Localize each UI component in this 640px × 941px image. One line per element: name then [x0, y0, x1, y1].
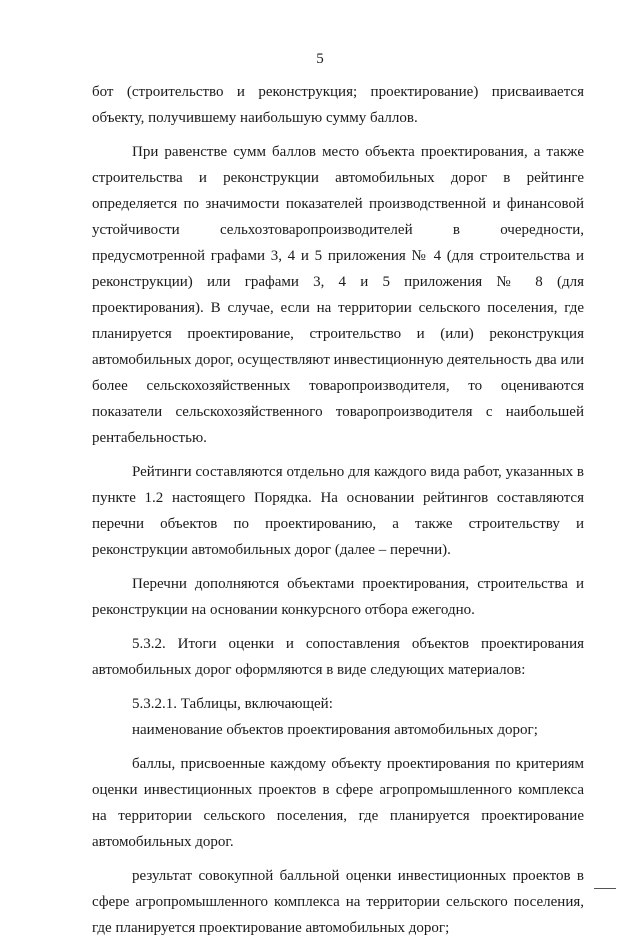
list-item-object-names: наименование объектов проектирования автомобильных дорог;: [132, 722, 538, 738]
paragraph-continuation: бот (строительство и реконструкция; проектирование) присваивается объекту, получившему наибольшую сумму баллов.: [92, 84, 584, 126]
footer-mark: [594, 888, 616, 889]
body-text: [92, 79, 584, 941]
list-item-total-result: результат совокупной балльной оценки инвестиционных проектов в сфере агропромышленного комплекса на территории сельского поселения, где планируется проектирование автомобильных дорог;: [92, 868, 584, 936]
list-item-points: баллы, присвоенные каждому объекту проектирования по критериям оценки инвестиционных проектов в сфере агропромышленного комплекса на территории сельского поселения, где планируется проектирование автомобильных дорог.: [92, 756, 584, 850]
paragraph-5-3-2: 5.3.2. Итоги оценки и сопоставления объектов проектирования автомобильных дорог оформляются в виде следующих материалов:: [92, 636, 584, 678]
paragraph-5-3-2-1: 5.3.2.1. Таблицы, включающей:: [132, 696, 333, 712]
paragraph-ranking-ties: При равенстве сумм баллов место объекта проектирования, а также строительства и реконструкции автомобильных дорог в рейтинге определяется по значимости показателей производственной и финансовой устойчивости сельхозтоваропроизводителей в очередности, предусмотренной графами 3, 4 и 5 приложения № 4 (для строительства и реконструкции) или графами 3, 4 и 5 приложения № 8 (для проектирования). В случае, если на территории сельского поселения, где планируется проектирование, строительство и (или) реконструкция автомобильных дорог, осуществляют инвестиционную деятельность два или более сельскохозяйственных товаропроизводителя, то оцениваются показатели сельскохозяйственного товаропроизводителя с наибольшей рентабельностью.: [92, 144, 584, 446]
paragraph-lists-supplement: Перечни дополняются объектами проектирования, строительства и реконструкции на основании конкурсного отбора ежегодно.: [92, 576, 584, 618]
page-number: 5: [316, 51, 324, 67]
paragraph-ratings: Рейтинги составляются отдельно для каждого вида работ, указанных в пункте 1.2 настоящего Порядка. На основании рейтингов составляются перечни объектов по проектированию, а также строительству и реконструкции автомобильных дорог (далее – перечни).: [92, 464, 584, 558]
